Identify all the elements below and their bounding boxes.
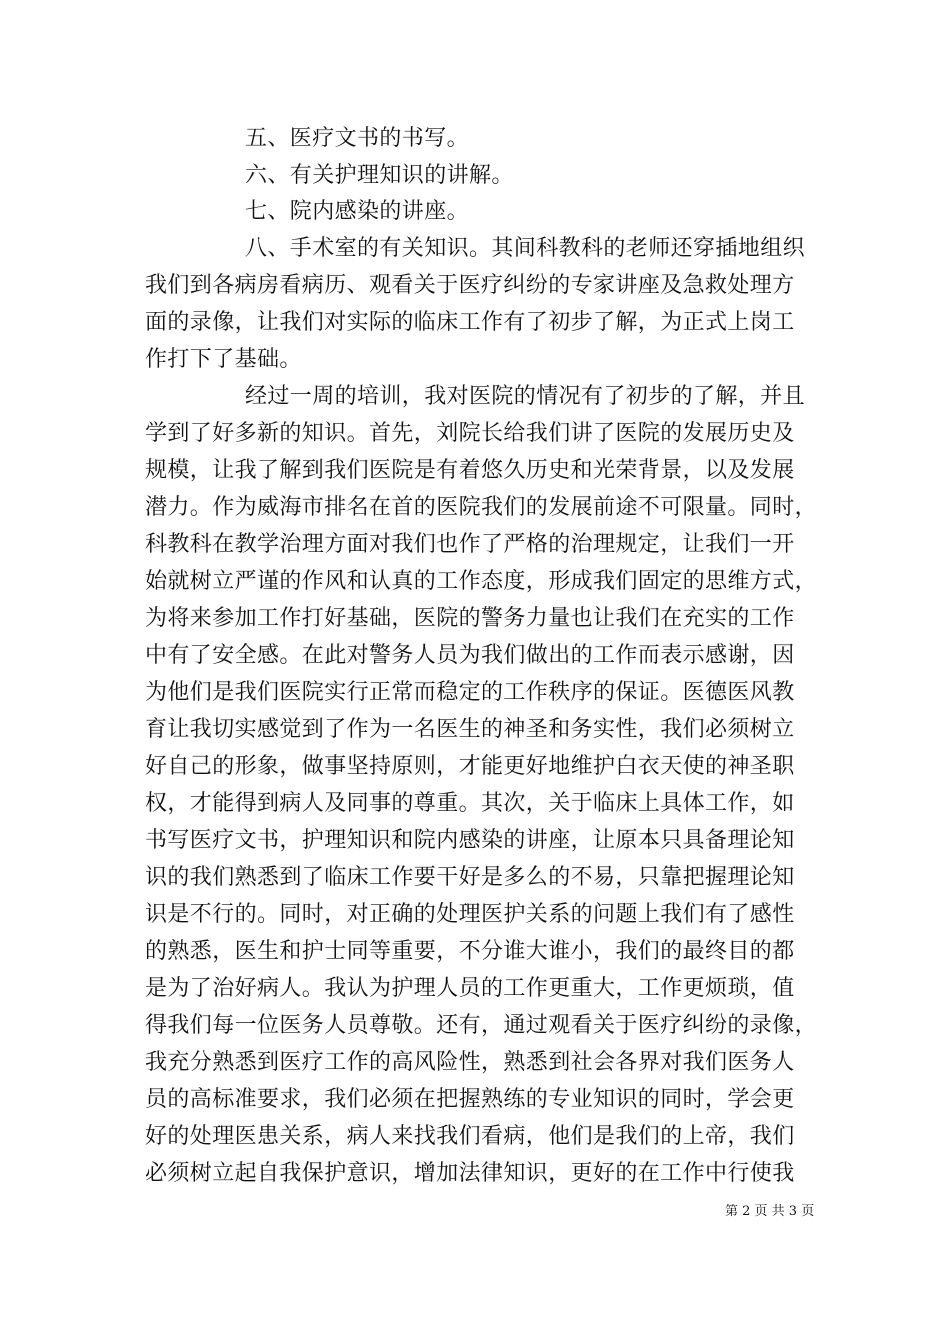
paragraph-line: 识的我们熟悉到了临床工作要干好是多么的不易，只靠把握理论知 xyxy=(145,865,795,890)
page-number: 第 2 页 共 3 页 xyxy=(725,1204,815,1219)
paragraph-line: 作打下了基础。 xyxy=(145,347,302,372)
paragraph-line: 得我们每一位医务人员尊敬。还有，通过观看关于医疗纠纷的录像， xyxy=(145,1013,818,1038)
paragraph-line: 权，才能得到病人及同事的尊重。其次，关于临床上具体工作，如 xyxy=(145,791,795,816)
paragraph-line: 必须树立起自我保护意识，增加法律知识，更好的在工作中行使我 xyxy=(145,1161,795,1186)
paragraph-line: 是为了治好病人。我认为护理人员的工作更重大，工作更烦琐，值 xyxy=(145,976,795,1001)
paragraph-line: 的熟悉，医生和护士同等重要，不分谁大谁小，我们的最终目的都 xyxy=(145,939,795,964)
paragraph-line: 员的高标准要求，我们必须在把握熟练的专业知识的同时，学会更 xyxy=(145,1087,795,1112)
paragraph-line: 八、手术室的有关知识。其间科教科的老师还穿插地组织 xyxy=(245,236,806,261)
paragraph-line: 好自己的形象，做事坚持原则，才能更好地维护白衣天使的神圣职 xyxy=(145,754,795,779)
list-item-6: 六、有关护理知识的讲解。 xyxy=(245,163,514,188)
paragraph-line: 始就树立严谨的作风和认真的工作态度，形成我们固定的思维方式， xyxy=(145,569,818,594)
paragraph-line: 我们到各病房看病历、观看关于医疗纠纷的专家讲座及急救处理方 xyxy=(145,273,795,298)
paragraph-line: 科教科在教学治理方面对我们也作了严格的治理规定，让我们一开 xyxy=(145,532,795,557)
paragraph-line: 书写医疗文书，护理知识和院内感染的讲座，让原本只具备理论知 xyxy=(145,828,795,853)
list-item-5: 五、医疗文书的书写。 xyxy=(245,126,470,151)
list-item-7: 七、院内感染的讲座。 xyxy=(245,199,470,224)
paragraph-line: 识是不行的。同时，对正确的处理医护关系的问题上我们有了感性 xyxy=(145,902,795,927)
paragraph-line: 学到了好多新的知识。首先，刘院长给我们讲了医院的发展历史及 xyxy=(145,421,795,446)
paragraph-line: 规模，让我了解到我们医院是有着悠久历史和光荣背景，以及发展 xyxy=(145,458,795,483)
paragraph-line: 潜力。作为威海市排名在首的医院我们的发展前途不可限量。同时， xyxy=(145,495,818,520)
paragraph-line: 我充分熟悉到医疗工作的高风险性，熟悉到社会各界对我们医务人 xyxy=(145,1050,795,1075)
paragraph-line: 为将来参加工作打好基础，医院的警务力量也让我们在充实的工作 xyxy=(145,606,795,631)
paragraph-line: 为他们是我们医院实行正常而稳定的工作秩序的保证。医德医风教 xyxy=(145,680,795,705)
paragraph-line: 中有了安全感。在此对警务人员为我们做出的工作而表示感谢，因 xyxy=(145,643,795,668)
paragraph-line: 经过一周的培训，我对医院的情况有了初步的了解，并且 xyxy=(245,384,806,409)
paragraph-line: 面的录像，让我们对实际的临床工作有了初步了解，为正式上岗工 xyxy=(145,310,795,335)
paragraph-line: 好的处理医患关系，病人来找我们看病，他们是我们的上帝，我们 xyxy=(145,1124,795,1149)
paragraph-line: 育让我切实感觉到了作为一名医生的神圣和务实性，我们必须树立 xyxy=(145,717,795,742)
